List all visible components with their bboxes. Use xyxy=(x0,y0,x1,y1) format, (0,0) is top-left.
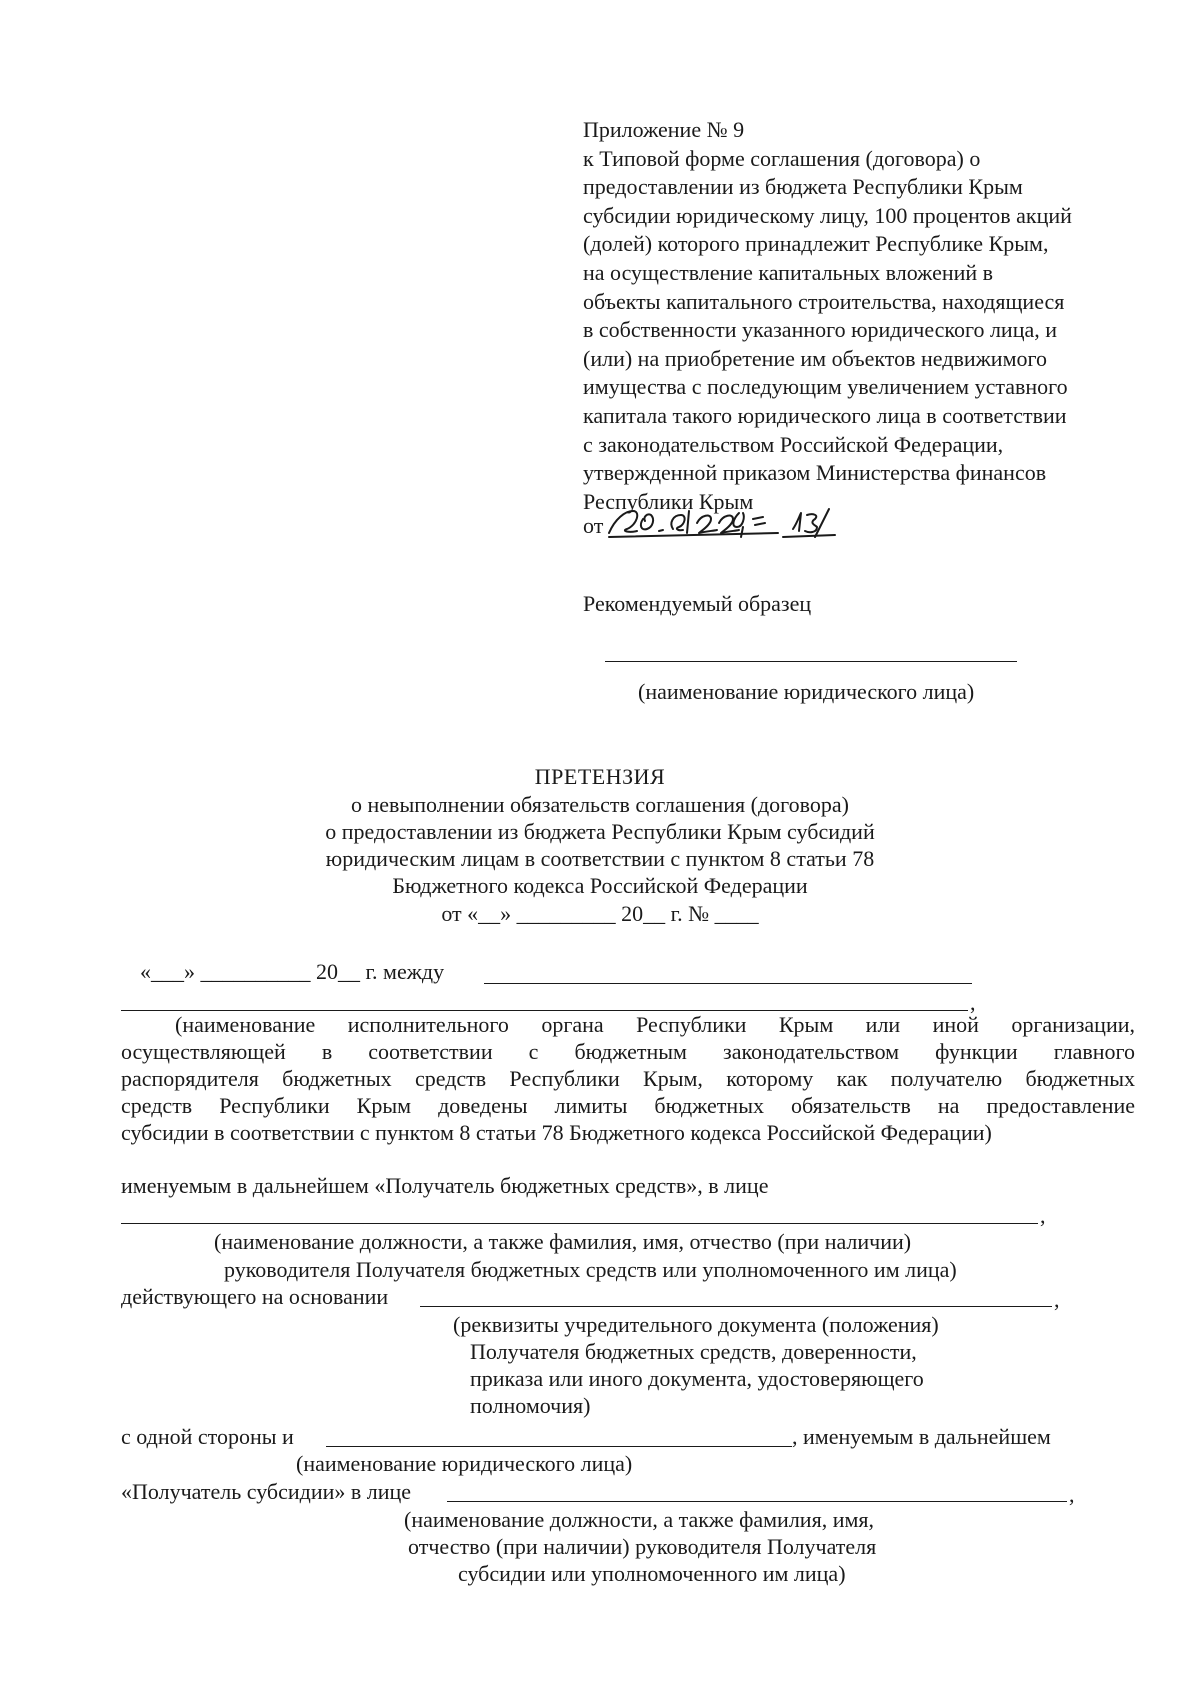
title-date-number: от «__» _________ 20__ г. № ____ xyxy=(441,901,759,926)
head-caption-line2: руководителя Получателя бюджетных средств или уполномоченного им лица) xyxy=(224,1257,957,1282)
caption-line: субсидии в соответствии с пунктом 8 статьи 78 Бюджетного кодекса Российской Федерации) xyxy=(121,1120,992,1145)
docs-caption-line: Получателя бюджетных средств, доверенности, xyxy=(470,1339,917,1364)
subsidy-head-blank xyxy=(447,1501,1067,1502)
appendix-header xyxy=(583,116,1143,516)
legal-entity-caption: (наименование юридического лица) xyxy=(638,679,975,704)
comma: , xyxy=(1040,1203,1046,1228)
named-hereinafter-label: , именуемым в дальнейшем xyxy=(792,1424,1051,1449)
title-subline: Бюджетного кодекса Российской Федерации xyxy=(392,873,808,898)
appendix-line: Республики Крым xyxy=(583,488,754,514)
appendix-line: в собственности указанного юридического лица, и xyxy=(583,317,1058,343)
handwritten-date-signature xyxy=(603,497,863,547)
title-subline: юридическим лицам в соответствии с пунктом 8 статьи 78 xyxy=(325,846,875,871)
legal-entity-name-blank xyxy=(326,1446,792,1447)
caption-line: распорядителя бюджетных средств Республики Крым, которому как получателю бюджетных xyxy=(121,1066,1135,1091)
docs-caption-line: приказа или иного документа, удостоверяющего xyxy=(470,1366,924,1391)
docs-caption-line: (реквизиты учредительного документа (положения) xyxy=(453,1312,939,1337)
executive-body-caption xyxy=(121,1011,1135,1146)
appendix-line: на осуществление капитальных вложений в xyxy=(583,259,994,285)
acting-basis-label: действующего на основании xyxy=(121,1284,389,1309)
party-name-blank xyxy=(484,983,972,984)
appendix-line: (или) на приобретение им объектов недвижимого xyxy=(583,345,1047,371)
legal-entity-blank xyxy=(605,661,1017,662)
caption-line: (наименование исполнительного органа Республики Крым или иной организации, xyxy=(175,1012,1135,1037)
head-name-blank xyxy=(121,1223,1038,1224)
appendix-line: Приложение № 9 xyxy=(583,117,745,142)
one-side-label: с одной стороны и xyxy=(121,1424,294,1449)
title-subline: о предоставлении из бюджета Республики Крым субсидий xyxy=(325,819,875,844)
caption-line: средств Республики Крым доведены лимиты бюджетных обязательств на предоставление xyxy=(121,1093,1135,1118)
appendix-line: капитала такого юридического лица в соответствии xyxy=(583,402,1067,428)
date-between-line: «___» __________ 20__ г. между xyxy=(140,959,445,984)
subsidy-head-caption-line: (наименование должности, а также фамилия, имя, xyxy=(404,1507,875,1532)
title-subline: о невыполнении обязательств соглашения (договора) xyxy=(351,792,849,817)
comma: , xyxy=(970,990,976,1015)
appendix-line: объекты капитального строительства, находящиеся xyxy=(583,288,1065,314)
appendix-line: с законодательством Российской Федерации, xyxy=(583,431,1004,457)
legal-entity-caption-2: (наименование юридического лица) xyxy=(296,1451,633,1476)
appendix-line: предоставлении из бюджета Республики Крым xyxy=(583,174,1023,200)
appendix-line: имущества с последующим увеличением уставного xyxy=(583,374,1068,400)
appendix-line: к Типовой форме соглашения (договора) о xyxy=(583,145,981,171)
appendix-line: субсидии юридическому лицу, 100 процентов акций xyxy=(583,202,1072,228)
head-caption-line1: (наименование должности, а также фамилия, имя, отчество (при наличии) xyxy=(214,1229,912,1254)
comma: , xyxy=(1054,1287,1060,1312)
subsidy-recipient-label: «Получатель субсидии» в лице xyxy=(121,1479,412,1504)
caption-line: осуществляющей в соответствии с бюджетным законодательством функции главного xyxy=(121,1039,1135,1064)
recommended-sample-label: Рекомендуемый образец xyxy=(583,591,812,616)
basis-document-blank xyxy=(420,1306,1052,1307)
named-recipient-line: именуемым в дальнейшем «Получатель бюджетных средств», в лице xyxy=(121,1173,769,1198)
docs-caption-line: полномочия) xyxy=(470,1393,591,1418)
from-label: от xyxy=(583,513,604,538)
appendix-line: утвержденной приказом Министерства финансов xyxy=(583,460,1047,486)
subsidy-head-caption-line: отчество (при наличии) руководителя Получателя xyxy=(408,1534,877,1559)
document-title: ПРЕТЕНЗИЯ xyxy=(534,764,666,789)
appendix-line: (долей) которого принадлежит Республике Крым, xyxy=(583,231,1049,257)
comma: , xyxy=(1069,1482,1075,1507)
subsidy-head-caption-line: субсидии или уполномоченного им лица) xyxy=(458,1561,846,1586)
